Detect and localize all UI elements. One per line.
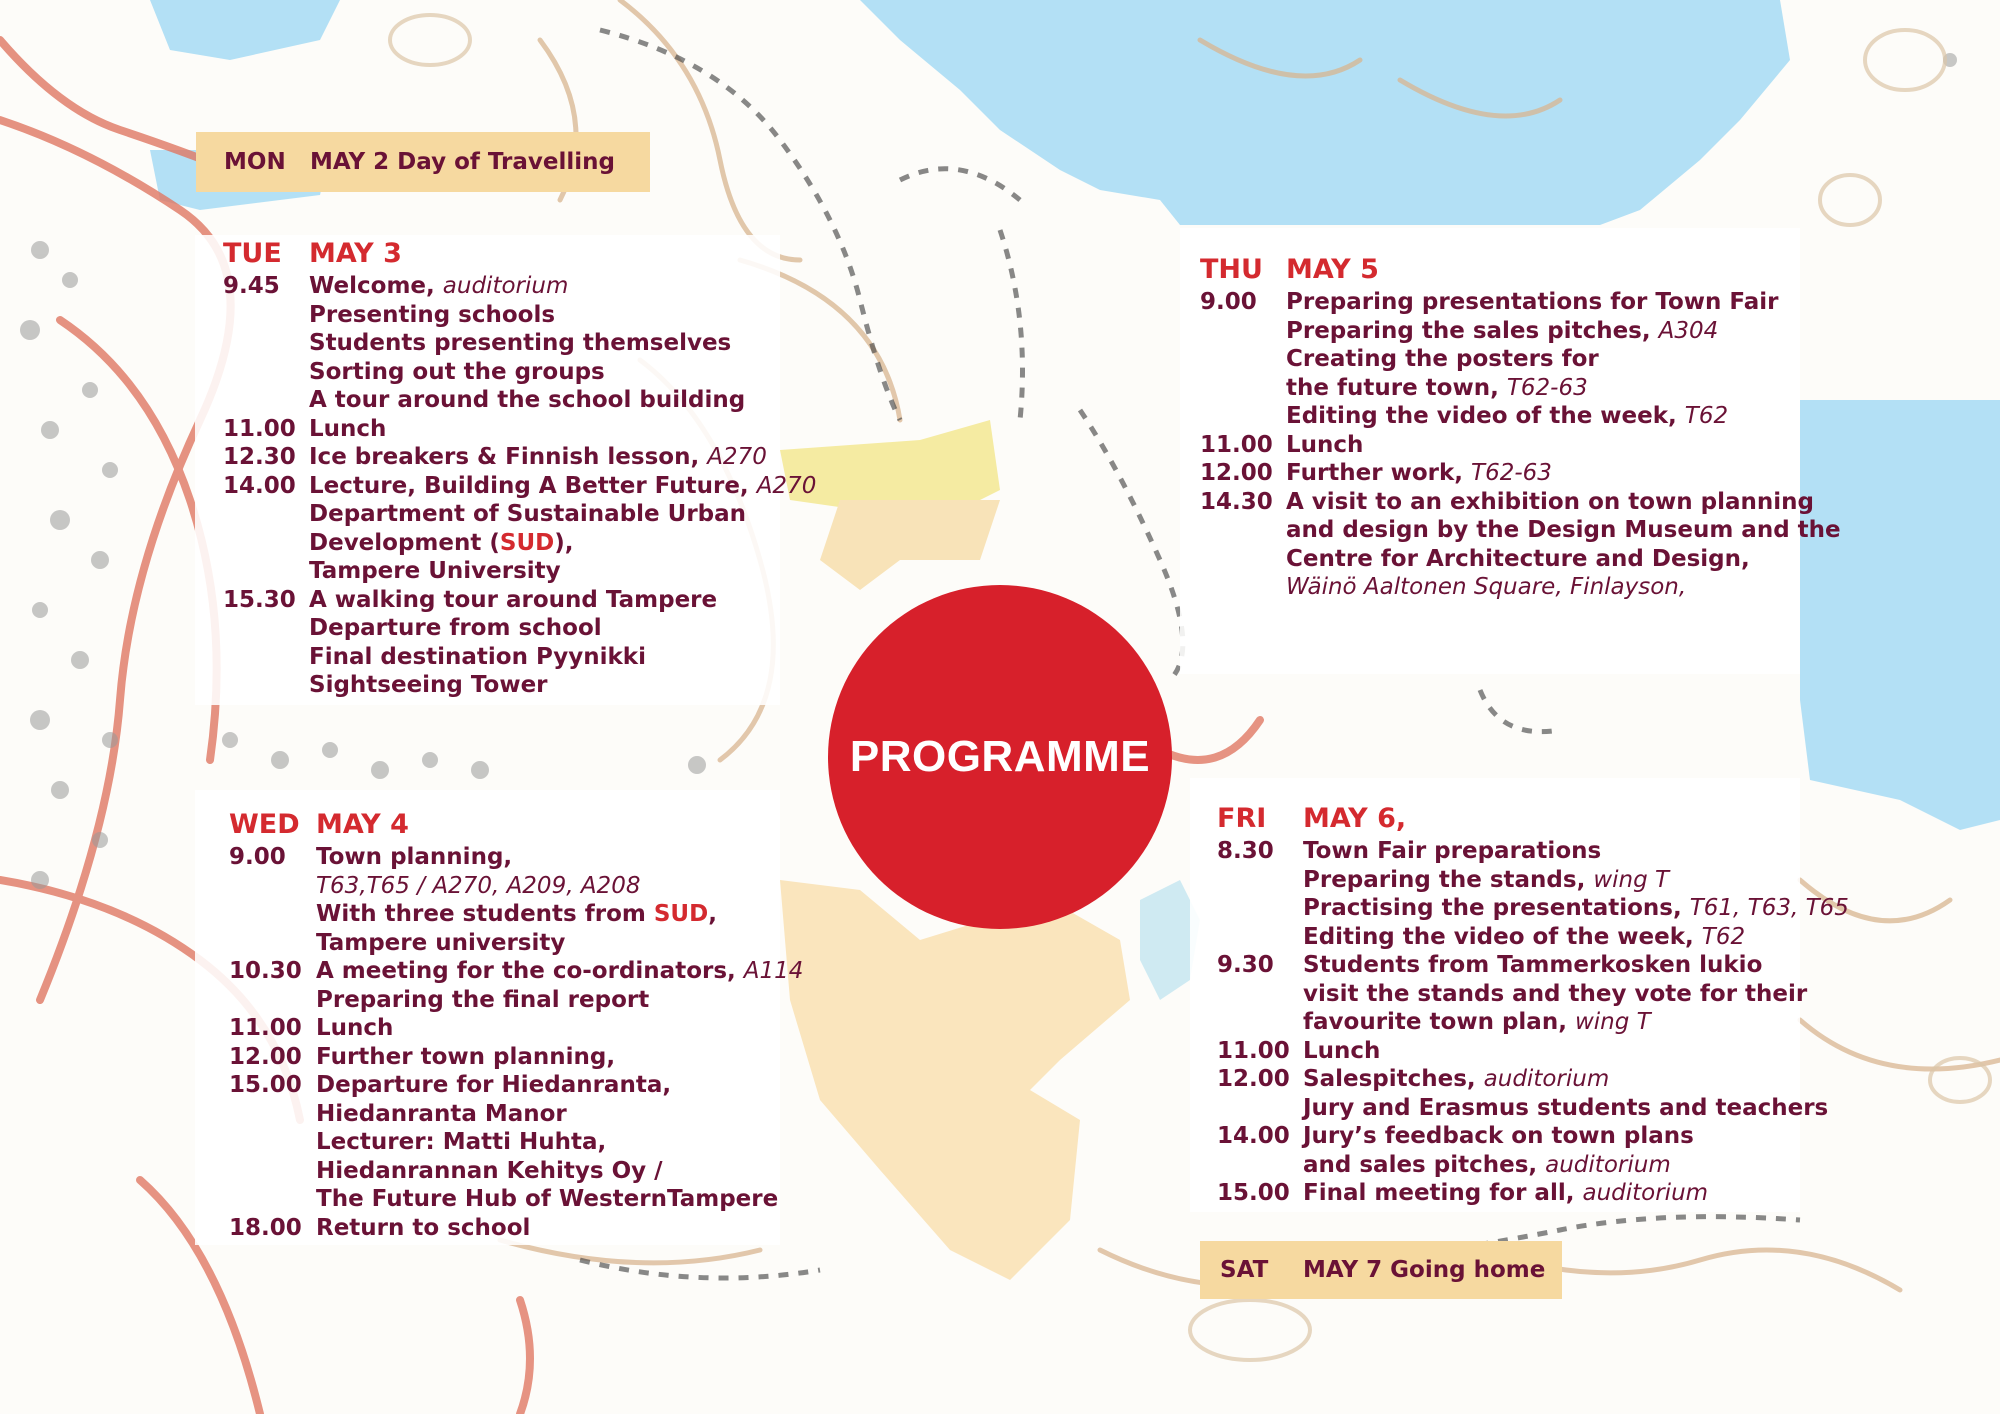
programme-circle	[828, 585, 1172, 929]
highlight-text: SUD	[499, 529, 555, 556]
row-time: 15.00	[229, 1072, 302, 1098]
row-activity	[316, 1071, 789, 1100]
activity-text: Editing the video of the week,	[1286, 403, 1685, 429]
activity-text: Further town planning,	[316, 1043, 616, 1070]
row-activity	[309, 586, 783, 615]
row-activity	[1303, 837, 1817, 866]
row-activity	[316, 843, 789, 872]
row-activity	[309, 415, 783, 444]
row-activity	[316, 1185, 789, 1214]
activity-location: Wäinö Aaltonen Square, Finlayson,	[1286, 574, 1687, 600]
activity-location: T62-63	[1506, 374, 1588, 401]
schedule-row	[229, 957, 804, 986]
row-activity	[1286, 288, 1800, 317]
row-activity	[1303, 866, 1817, 895]
row-activity	[316, 872, 789, 901]
programme-title: PROGRAMME	[849, 732, 1151, 781]
row-time: 11.00	[1200, 431, 1273, 458]
row-time: 12.00	[229, 1043, 302, 1070]
activity-location: A270	[707, 444, 767, 470]
row-activity	[1303, 980, 1817, 1009]
activity-text: Salespitches,	[1303, 1066, 1484, 1092]
schedule-row	[229, 1157, 789, 1186]
activity-location: T62	[1701, 923, 1746, 950]
schedule-row	[223, 614, 783, 643]
activity-text: Further work,	[1286, 460, 1472, 486]
row-time: 18.00	[229, 1214, 302, 1241]
schedule-row	[229, 1014, 789, 1043]
row-activity	[316, 1128, 789, 1157]
row-activity	[316, 900, 789, 929]
activity-text: Preparing the final report	[316, 986, 650, 1013]
schedule-row	[1200, 374, 1800, 403]
row-time: 12.00	[1217, 1066, 1290, 1092]
schedule-row	[1217, 1094, 1829, 1123]
row-activity	[309, 671, 783, 700]
schedule-row	[229, 900, 789, 929]
row-time: 15.30	[223, 586, 296, 613]
mon-day: MON	[224, 149, 286, 175]
schedule-row	[1217, 1179, 1817, 1208]
day-wed	[229, 809, 804, 1242]
schedule-row	[223, 500, 783, 529]
activity-text: visit the stands and they vote for their	[1303, 980, 1808, 1007]
schedule-row	[1200, 431, 1800, 460]
row-activity	[1303, 1065, 1817, 1094]
activity-text: Creating the posters for	[1286, 346, 1599, 372]
row-activity	[316, 1214, 789, 1243]
row-time: 14.30	[1200, 488, 1273, 515]
row-activity	[309, 529, 783, 558]
activity-text: A walking tour around Tampere	[309, 586, 718, 613]
activity-text: Lunch	[309, 415, 387, 442]
activity-text: Practising the presentations,	[1303, 895, 1690, 921]
activity-text: Town Fair preparations	[1303, 838, 1602, 864]
schedule-row	[1200, 345, 1800, 374]
row-activity	[309, 443, 783, 472]
activity-text: Preparing presentations for Town Fair	[1286, 289, 1779, 315]
row-activity	[1303, 1179, 1817, 1208]
schedule-row	[223, 272, 783, 301]
schedule-row	[1200, 459, 1800, 488]
lake-right	[1800, 400, 2000, 830]
sat-band	[1200, 1241, 1562, 1299]
activity-text: Welcome,	[309, 273, 443, 299]
activity-location: wing T	[1574, 1009, 1651, 1035]
activity-text: Lecture, Building A Better Future,	[309, 472, 757, 499]
schedule-row	[229, 1214, 789, 1243]
schedule-row	[229, 872, 789, 901]
mon-text: MAY 2 Day of Travelling	[310, 149, 615, 175]
schedule-row	[229, 986, 789, 1015]
row-activity	[316, 1157, 789, 1186]
row-time: 9.30	[1217, 952, 1274, 978]
schedule-row	[229, 1185, 789, 1214]
row-activity	[1286, 545, 1800, 574]
activity-location: A114	[743, 958, 804, 984]
schedule-row	[229, 843, 789, 872]
activity-location: auditorium	[1483, 1066, 1610, 1092]
activity-text-suffix: ),	[554, 529, 574, 556]
row-activity	[1303, 1151, 1817, 1180]
row-time: 8.30	[1217, 838, 1274, 864]
schedule-row	[1200, 516, 1841, 545]
row-activity	[1303, 1037, 1817, 1066]
row-activity	[1303, 951, 1817, 980]
activity-text: Students from Tammerkosken lukio	[1303, 952, 1763, 978]
row-activity	[1286, 488, 1815, 517]
schedule-row	[1217, 894, 1849, 923]
row-activity	[1303, 923, 1817, 952]
schedule-row	[1217, 980, 1817, 1009]
schedule-row	[223, 557, 783, 586]
activity-text: favourite town plan,	[1303, 1009, 1575, 1035]
activity-text: Tampere university	[316, 929, 566, 956]
activity-location: T61, T63, T65	[1689, 895, 1849, 921]
row-time: 9.00	[1200, 289, 1257, 315]
schedule-row	[223, 358, 783, 387]
row-activity	[316, 1100, 789, 1129]
activity-text: the future town,	[1286, 374, 1507, 401]
activity-text-suffix: ,	[708, 901, 717, 927]
activity-text: Hiedanrannan Kehitys Oy /	[316, 1157, 663, 1184]
activity-text: A meeting for the co-ordinators,	[316, 958, 744, 984]
row-activity	[1286, 431, 1800, 460]
activity-text: Hiedanranta Manor	[316, 1100, 567, 1127]
row-activity	[309, 500, 783, 529]
row-time: 11.00	[1217, 1037, 1290, 1064]
activity-text: The Future Hub of WesternTampere	[316, 1186, 779, 1212]
schedule-row	[1217, 1008, 1817, 1037]
row-activity	[1286, 374, 1800, 403]
row-activity	[1303, 894, 1849, 923]
activity-location: auditorium	[1582, 1180, 1709, 1206]
mon-band	[196, 132, 650, 192]
schedule-row	[229, 1128, 789, 1157]
row-activity	[1286, 516, 1841, 545]
sat-day: SAT	[1220, 1257, 1269, 1283]
row-activity	[1286, 459, 1800, 488]
row-activity	[1303, 1122, 1817, 1151]
row-activity	[309, 272, 783, 301]
schedule-row	[223, 301, 783, 330]
schedule-row	[223, 415, 783, 444]
fri-header	[1217, 805, 1817, 837]
thu-header	[1200, 256, 1800, 288]
schedule-row	[223, 529, 783, 558]
schedule-row	[229, 1100, 789, 1129]
row-activity	[1303, 1094, 1829, 1123]
schedule-row	[229, 1043, 789, 1072]
activity-text: and design by the Design Museum and the	[1286, 517, 1841, 543]
schedule-row	[1217, 1122, 1817, 1151]
activity-text: Ice breakers & Finnish lesson,	[309, 444, 708, 470]
activity-text: Final meeting for all,	[1303, 1180, 1583, 1206]
schedule-row	[1200, 288, 1800, 317]
activity-text: A visit to an exhibition on town planning	[1286, 488, 1815, 515]
schedule-row	[1217, 1065, 1817, 1094]
highlight-text: SUD	[653, 901, 709, 927]
tue-date-label: MAY 3	[309, 238, 402, 269]
row-time: 9.00	[229, 844, 286, 870]
day-thu	[1200, 254, 1841, 602]
schedule-row	[1200, 317, 1800, 346]
activity-text: Lunch	[1286, 431, 1364, 458]
day-tue	[223, 238, 817, 700]
activity-text: Departure for Hiedanranta,	[316, 1072, 672, 1098]
row-activity	[316, 929, 789, 958]
row-activity	[309, 614, 783, 643]
schedule-row	[1200, 545, 1800, 574]
schedule-row	[1200, 573, 1800, 602]
row-activity	[309, 329, 783, 358]
activity-text: Lunch	[316, 1015, 394, 1041]
activity-location: A270	[756, 472, 817, 499]
activity-text: Development (	[309, 529, 500, 556]
thu-day-label: THU	[1200, 254, 1263, 285]
activity-text: and sales pitches,	[1303, 1151, 1546, 1178]
activity-text: Return to school	[316, 1214, 531, 1241]
row-time: 11.00	[229, 1015, 302, 1041]
activity-text: Department of Sustainable Urban	[309, 501, 747, 527]
activity-text: Departure from school	[309, 615, 602, 641]
activity-location: A304	[1658, 317, 1719, 344]
activity-text: Sorting out the groups	[309, 358, 605, 385]
schedule-row	[223, 586, 783, 615]
row-time: 9.45	[223, 273, 280, 299]
row-activity	[309, 643, 783, 672]
activity-text: A tour around the school building	[309, 387, 746, 413]
activity-location: T63,T65 / A270, A209, A208	[316, 872, 641, 899]
activity-text: Tampere University	[309, 558, 561, 584]
row-activity	[1286, 317, 1800, 346]
schedule-row	[223, 472, 817, 501]
activity-text: Sightseeing Tower	[309, 672, 548, 698]
schedule-row	[1200, 402, 1800, 431]
schedule-row	[1217, 837, 1817, 866]
schedule-row	[1217, 923, 1817, 952]
row-activity	[309, 301, 783, 330]
wed-day-label: WED	[229, 809, 300, 840]
schedule-row	[223, 643, 783, 672]
activity-text: With three students from	[316, 901, 654, 927]
activity-text: Preparing the sales pitches,	[1286, 317, 1659, 344]
row-time: 14.00	[223, 472, 296, 499]
activity-text: Jury’s feedback on town plans	[1303, 1123, 1694, 1149]
row-time: 15.00	[1217, 1180, 1290, 1206]
activity-location: auditorium	[442, 273, 569, 299]
activity-text: Jury and Erasmus students and teachers	[1303, 1094, 1829, 1121]
thu-date-label: MAY 5	[1286, 254, 1379, 285]
row-time: 12.00	[1200, 460, 1273, 486]
schedule-row	[223, 386, 783, 415]
tue-header	[223, 240, 783, 272]
schedule-row	[1217, 1151, 1817, 1180]
activity-text: Presenting schools	[309, 301, 556, 328]
row-activity	[316, 957, 804, 986]
row-time: 11.00	[223, 415, 296, 442]
row-time: 14.00	[1217, 1123, 1290, 1149]
schedule-row	[229, 1071, 789, 1100]
row-activity	[316, 1043, 789, 1072]
row-activity	[1286, 402, 1800, 431]
day-fri	[1217, 803, 1849, 1208]
row-activity	[316, 986, 789, 1015]
wed-header	[229, 811, 789, 843]
schedule-row	[223, 671, 783, 700]
schedule-row	[1217, 951, 1817, 980]
activity-text: Centre for Architecture and Design,	[1286, 545, 1750, 572]
row-activity	[1286, 345, 1800, 374]
activity-text: Preparing the stands,	[1303, 866, 1594, 893]
activity-location: auditorium	[1545, 1151, 1671, 1178]
row-activity	[1303, 1008, 1817, 1037]
row-activity	[309, 358, 783, 387]
activity-location: wing T	[1593, 866, 1670, 893]
activity-text: Final destination Pyynikki	[309, 643, 646, 670]
schedule-row	[223, 329, 783, 358]
activity-text: Lecturer: Matti Huhta,	[316, 1129, 607, 1155]
schedule-row	[1217, 1037, 1817, 1066]
row-activity	[309, 472, 817, 501]
wed-date-label: MAY 4	[316, 809, 409, 840]
row-activity	[1286, 573, 1800, 602]
tue-day-label: TUE	[223, 238, 282, 269]
activity-text: Town planning,	[316, 844, 513, 870]
row-time: 10.30	[229, 958, 302, 984]
activity-text: Students presenting themselves	[309, 330, 732, 356]
row-activity	[309, 386, 783, 415]
row-activity	[316, 1014, 789, 1043]
activity-text: Lunch	[1303, 1037, 1381, 1064]
schedule-row	[1200, 488, 1815, 517]
activity-location: T62-63	[1471, 460, 1552, 486]
fri-day-label: FRI	[1217, 803, 1267, 834]
schedule-row	[223, 443, 783, 472]
sat-text: MAY 7 Going home	[1303, 1257, 1546, 1283]
row-activity	[309, 557, 783, 586]
activity-text: Editing the video of the week,	[1303, 923, 1702, 950]
schedule-row	[229, 929, 789, 958]
activity-location: T62	[1684, 403, 1729, 429]
row-time: 12.30	[223, 444, 296, 470]
fri-date-label: MAY 6,	[1303, 803, 1407, 834]
schedule-row	[1217, 866, 1817, 895]
